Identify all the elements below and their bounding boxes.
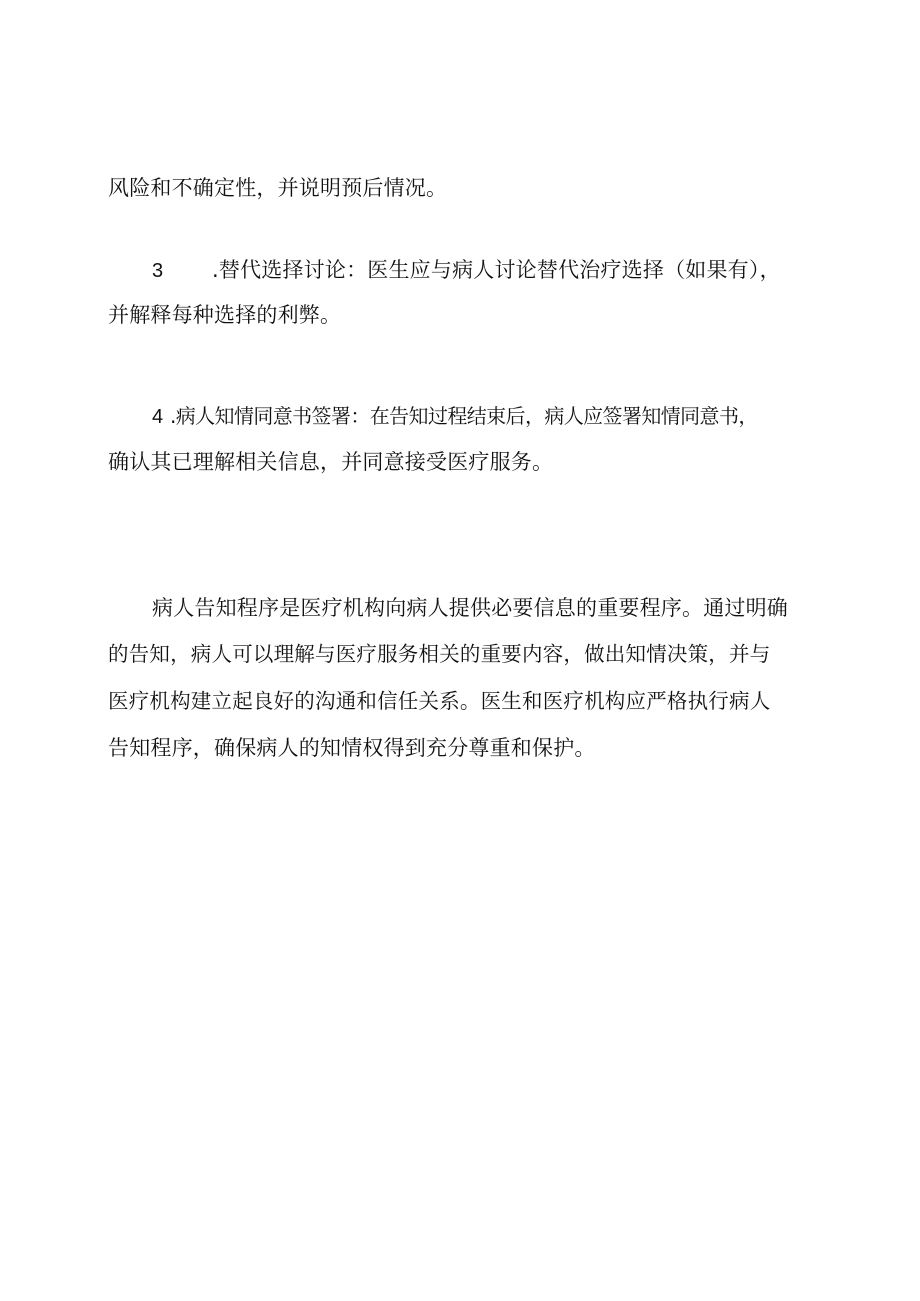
item4-text-line1: .病人知情同意书签署：在告知过程结束后，病人应签署知情同意书， — [170, 404, 758, 428]
item3-number: 3 — [152, 260, 164, 282]
item4-number: 4 — [152, 406, 164, 428]
item4-line2 — [108, 444, 808, 480]
continuation-text: 风险和不确定性，并说明预后情况。 — [108, 176, 448, 200]
conclusion-text-line1: 病人告知程序是医疗机构向病人提供必要信息的重要程序。通过明确 — [152, 596, 788, 620]
conclusion-text-line3: 医疗机构建立起良好的沟通和信任关系。医生和医疗机构应严格执行病人 — [108, 689, 771, 713]
conclusion-text-line2: 的告知，病人可以理解与医疗服务相关的重要内容，做出知情决策，并与 — [108, 642, 771, 666]
item4-text-line2: 确认其已理解相关信息，并同意接受医疗服务。 — [108, 450, 554, 474]
conclusion-line3 — [108, 683, 808, 719]
conclusion-line2 — [108, 636, 808, 672]
conclusion-text-line4: 告知程序，确保病人的知情权得到充分尊重和保护。 — [108, 736, 596, 760]
item4-line1 — [152, 398, 808, 435]
item3-line1 — [152, 252, 800, 289]
conclusion-line4 — [108, 730, 808, 766]
item3-line2 — [108, 297, 808, 333]
conclusion-line1 — [152, 590, 800, 626]
item3-text-line1: .替代选择讨论：医生应与病人讨论替代治疗选择（如果有）， — [212, 258, 781, 282]
item3-text-line2: 并解释每种选择的利弊。 — [108, 303, 342, 327]
continuation-line — [108, 170, 808, 206]
